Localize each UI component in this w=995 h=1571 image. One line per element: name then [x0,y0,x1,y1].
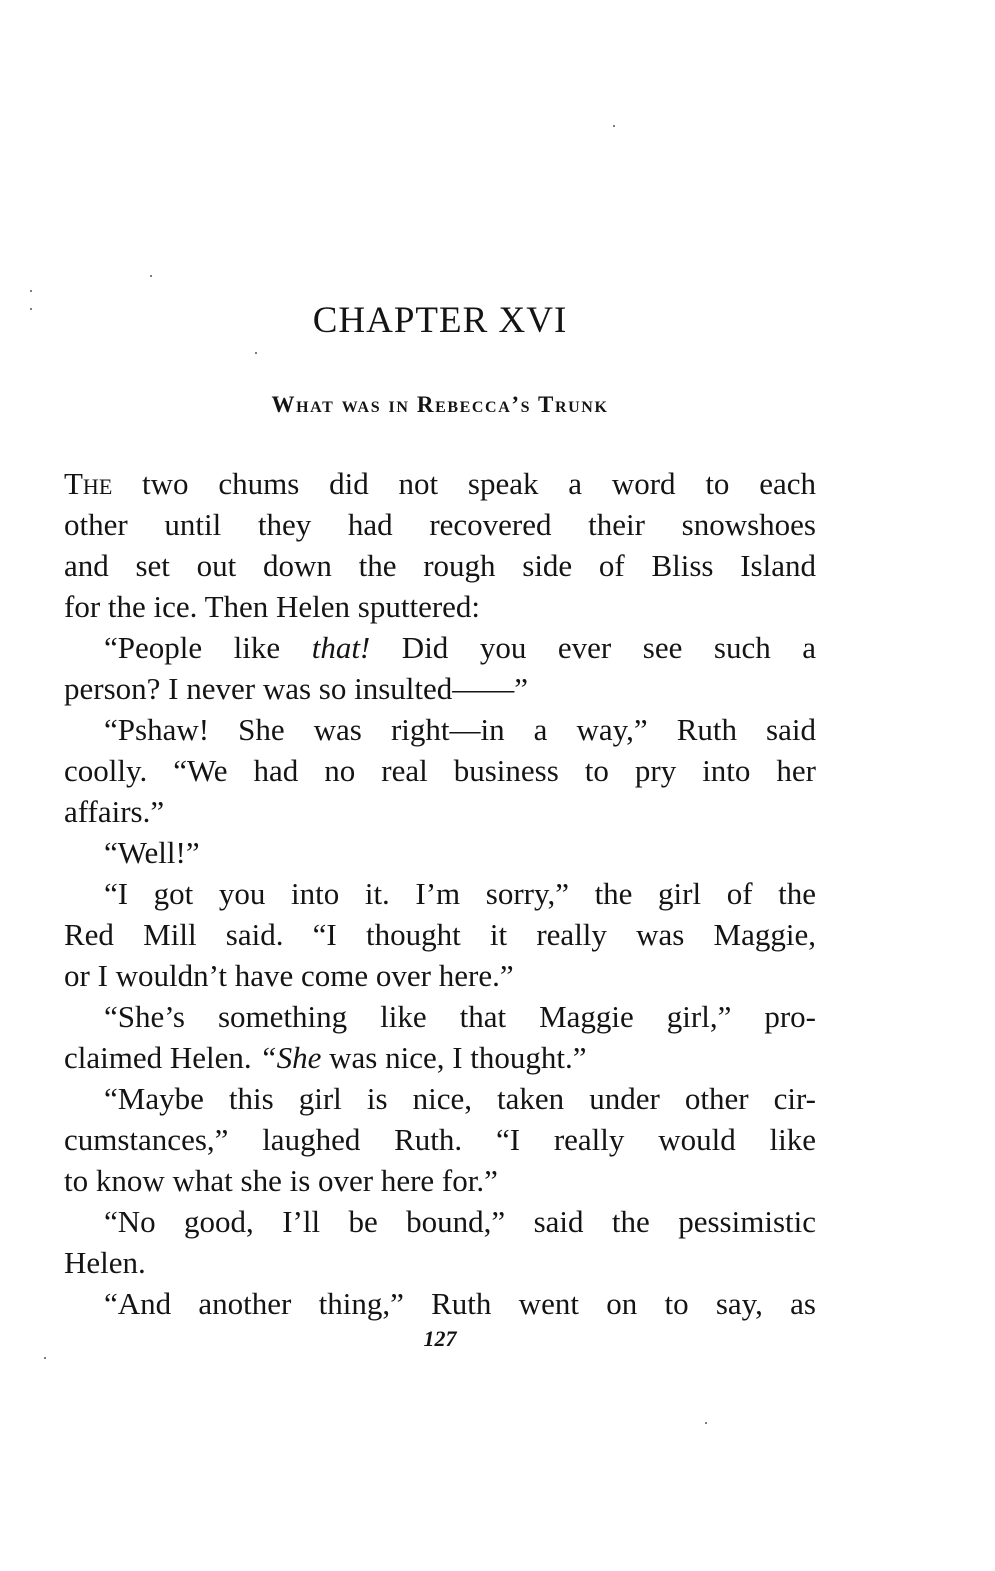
scan-speck [44,1357,46,1359]
text-line: or I wouldn’t have come over here.” [64,958,514,993]
text-line: coolly. “We had no real business to pry into her [64,753,816,788]
text-line [64,1037,816,1078]
chapter-title: What was in Rebecca’s Trunk [271,392,609,417]
text-run: Did you ever see such a [370,630,816,665]
text-line: “She’s something like that Maggie girl,” pro- [104,999,816,1034]
text-line: other until they had recovered their snowshoes [64,507,816,542]
scan-speck [30,308,32,310]
text-line: “No good, I’ll be bound,” said the pessimistic [104,1204,816,1239]
text-line: “Well!” [104,835,200,870]
scan-speck [255,352,257,354]
text-line: “I got you into it. I’m sorry,” the girl of the [104,876,816,911]
scan-speck [30,290,32,292]
lead-word: The [64,466,113,501]
italic-run: that! [311,630,371,665]
text-line: cumstances,” laughed Ruth. “I really would like [64,1122,816,1157]
text-line: and set out down the rough side of Bliss Island [64,548,816,583]
text-line: for the ice. Then Helen sputtered: [64,589,481,624]
text-run: claimed Helen. [64,1040,260,1075]
italic-run: “She [259,1040,322,1075]
text-line [64,463,816,504]
scan-speck [705,1422,707,1424]
scan-speck [613,125,615,127]
chapter-number: CHAPTER XVI [312,300,568,341]
chapter-body [64,463,816,1324]
text-line: Helen. [64,1245,146,1280]
text-run: was nice, I thought.” [321,1040,587,1075]
text-line [64,627,816,668]
text-run: two chums did not speak a word to each [112,466,816,501]
text-line: “Maybe this girl is nice, taken under other cir- [104,1081,816,1116]
text-line: “And another thing,” Ruth went on to say, as [104,1286,816,1321]
text-line: “Pshaw! She was right—in a way,” Ruth said [104,712,816,747]
page-number: 127 [423,1326,457,1351]
text-run: “People like [104,630,312,665]
text-line: affairs.” [64,794,165,829]
text-line: Red Mill said. “I thought it really was Maggie, [64,917,816,952]
text-line: person? I never was so insulted——” [64,671,529,706]
scan-speck [150,275,152,277]
text-line: to know what she is over here for.” [64,1163,498,1198]
